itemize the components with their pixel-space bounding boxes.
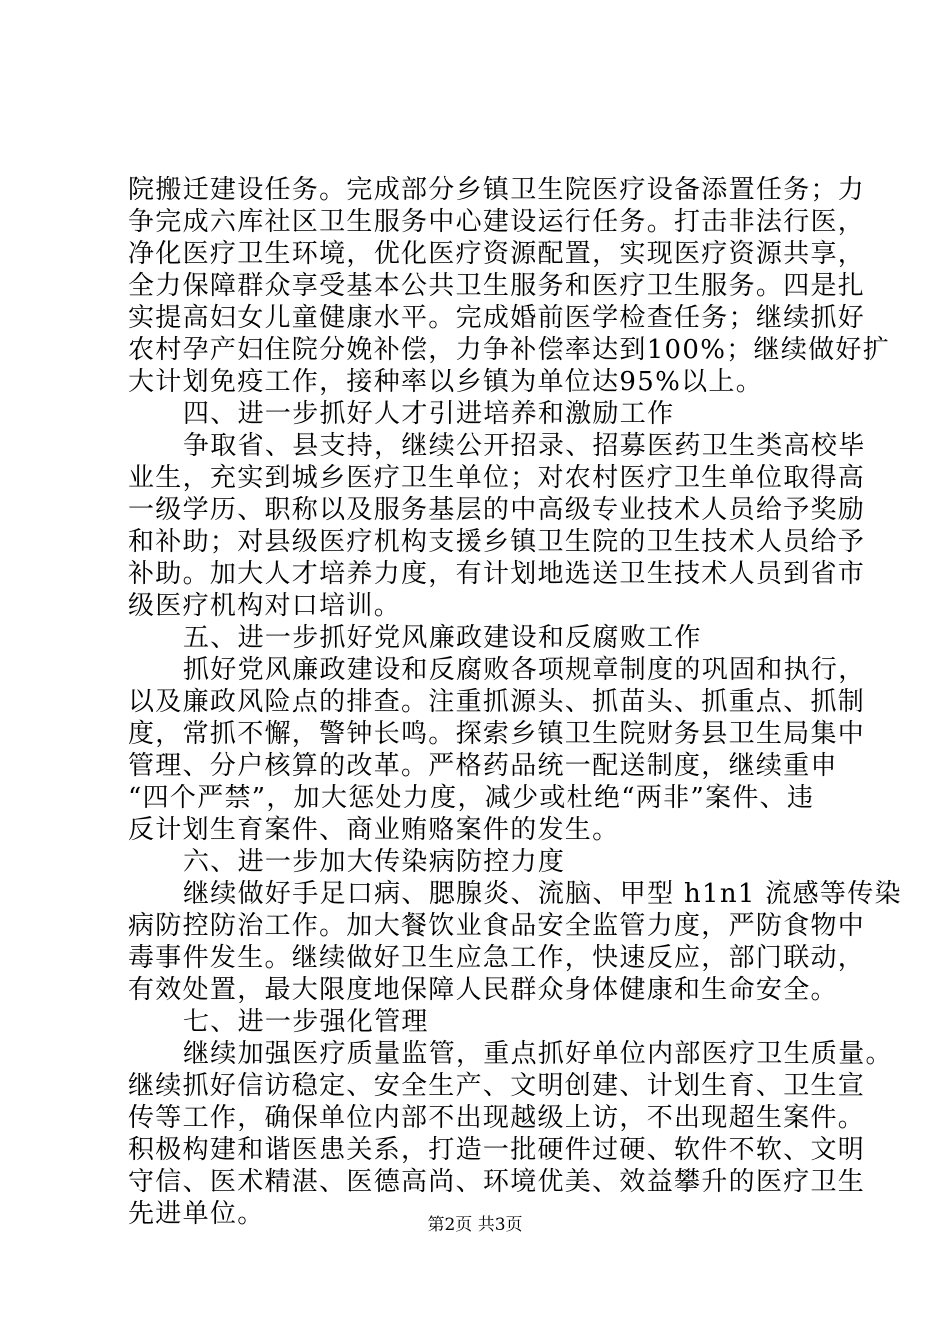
text-line: 和补助；对县级医疗机构支援乡镇卫生院的卫生技术人员给予 [128,527,866,557]
text-line: 守信、医术精湛、医德高尚、环境优美、效益攀升的医疗卫生 [128,1167,866,1197]
text-line: 以及廉政风险点的排查。注重抓源头、抓苗头、抓重点、抓制 [128,687,866,717]
text-line: 五、进一步抓好党风廉政建设和反腐败工作 [183,623,702,653]
text-line: 业生，充实到城乡医疗卫生单位；对农村医疗卫生单位取得高 [128,463,866,493]
text-line: 毒事件发生。继续做好卫生应急工作，快速反应，部门联动， [128,943,866,973]
document-body [128,174,902,1230]
text-line: 四、进一步抓好人才引进培养和激励工作 [183,399,675,429]
text-line: 六、进一步加大传染病防控力度 [183,847,566,877]
text-line: 争取省、县支持，继续公开招录、招募医药卫生类高校毕 [183,431,866,461]
text-line: 继续加强医疗质量监管，重点抓好单位内部医疗卫生质量。 [183,1039,893,1069]
text-line: 院搬迁建设任务。完成部分乡镇卫生院医疗设备添置任务；力 [128,175,866,205]
text-line: 抓好党风廉政建设和反腐败各项规章制度的巩固和执行， [183,655,866,685]
page-footer: 第2页 共3页 [427,1215,523,1235]
text-line: 农村孕产妇住院分娩补偿，力争补偿率达到100%；继续做好扩 [128,335,891,365]
text-line: 管理、分户核算的改革。严格药品统一配送制度，继续重申 [128,751,838,781]
text-line: 先进单位。 [128,1199,265,1229]
text-line: 传等工作，确保单位内部不出现越级上访，不出现超生案件。 [128,1103,866,1133]
text-line: 一级学历、职称以及服务基层的中高级专业技术人员给予奖励 [128,495,866,525]
text-line: 大计划免疫工作，接种率以乡镇为单位达95%以上。 [128,367,763,397]
text-line: 补助。加大人才培养力度，有计划地选送卫生技术人员到省市 [128,559,866,589]
text-line: “四个严禁”，加大惩处力度，减少或杜绝“两非”案件、违 [128,783,815,813]
text-line: 有效处置，最大限度地保障人民群众身体健康和生命安全。 [128,975,838,1005]
text-line: 争完成六库社区卫生服务中心建设运行任务。打击非法行医， [128,207,866,237]
text-line: 继续做好手足口病、腮腺炎、流脑、甲型 h1n1 流感等传染 [183,879,902,909]
text-line: 病防控防治工作。加大餐饮业食品安全监管力度，严防食物中 [128,911,866,941]
text-line: 七、进一步强化管理 [183,1007,429,1037]
text-line: 净化医疗卫生环境，优化医疗资源配置，实现医疗资源共享， [128,239,866,269]
text-line: 级医疗机构对口培训。 [128,591,402,621]
text-line: 全力保障群众享受基本公共卫生服务和医疗卫生服务。四是扎 [128,271,866,301]
text-line: 反计划生育案件、商业贿赂案件的发生。 [128,815,620,845]
text-line: 继续抓好信访稳定、安全生产、文明创建、计划生育、卫生宣 [128,1071,866,1101]
text-line: 实提高妇女儿童健康水平。完成婚前医学检查任务；继续抓好 [128,303,866,333]
text-line: 度，常抓不懈，警钟长鸣。探索乡镇卫生院财务县卫生局集中 [128,719,866,749]
text-line: 积极构建和谐医患关系，打造一批硬件过硬、软件不软、文明 [128,1135,866,1165]
